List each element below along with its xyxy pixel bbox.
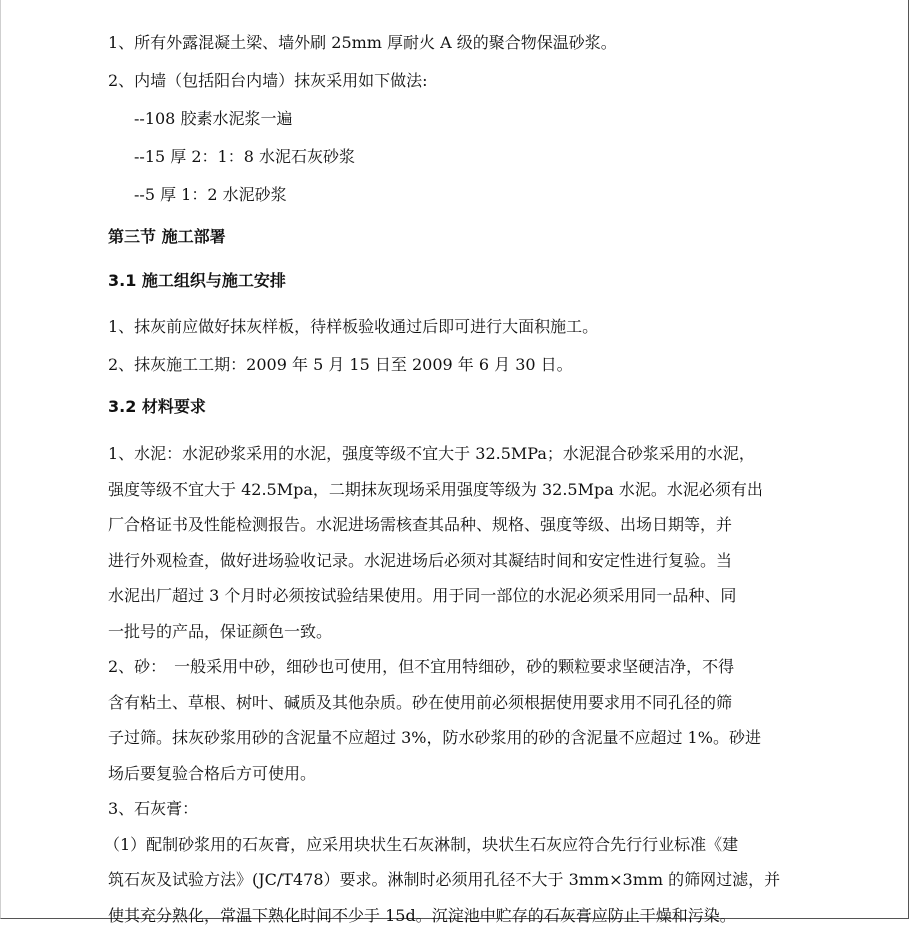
paragraph-line: 一批号的产品，保证颜色一致。	[108, 614, 826, 650]
paragraph-line: 使其充分熟化，常温下熟化时间不少于 15d。沉淀池中贮存的石灰膏应防止干燥和污染。	[108, 898, 826, 933]
plaster-step-1: --108 胶素水泥浆一遍	[108, 100, 826, 138]
lime-title: 3、石灰膏：	[108, 791, 826, 827]
paragraph-line: 水泥出厂超过 3 个月时必须按试验结果使用。用于同一部位的水泥必须采用同一品种、同	[108, 578, 826, 614]
paragraph-line: 子过筛。抹灰砂浆用砂的含泥量不应超过 3%，防水砂浆用的砂的含泥量不应超过 1%。砂进	[108, 720, 826, 756]
paragraph-line: 厂合格证书及性能检测报告。水泥进场需核查其品种、规格、强度等级、出场日期等，并	[108, 507, 826, 543]
lime-heading-paragraph	[108, 791, 826, 827]
sand-paragraph	[108, 649, 826, 791]
schedule-item-1: 1、抹灰前应做好抹灰样板，待样板验收通过后即可进行大面积施工。	[108, 308, 826, 346]
paragraph-line: 1、水泥：水泥砂浆采用的水泥，强度等级不宜大于 32.5MPa；水泥混合砂浆采用的水泥，	[108, 436, 826, 472]
lime-paragraph	[104, 827, 826, 933]
cement-paragraph	[108, 436, 826, 649]
document-body	[108, 24, 826, 933]
intro-item-1: 1、所有外露混凝土梁、墙外刷 25mm 厚耐火 A 级的聚合物保温砂浆。	[108, 24, 826, 62]
plaster-step-2: --15 厚 2：1：8 水泥石灰砂浆	[108, 138, 826, 176]
intro-item-2: 2、内墙（包括阳台内墙）抹灰采用如下做法:	[108, 62, 826, 100]
plaster-step-3: --5 厚 1：2 水泥砂浆	[108, 176, 826, 214]
paragraph-line: 强度等级不宜大于 42.5Mpa，二期抹灰现场采用强度等级为 32.5Mpa 水泥。水泥必须有出	[108, 472, 826, 508]
paragraph-line: 进行外观检查，做好进场验收记录。水泥进场后必须对其凝结时间和安定性进行复验。当	[108, 543, 826, 579]
paragraph-line: （1）配制砂浆用的石灰膏，应采用块状生石灰淋制，块状生石灰应符合先行行业标准《建	[104, 827, 826, 863]
subsection-3-1-title: 3.1 施工组织与施工安排	[108, 262, 826, 300]
schedule-item-2: 2、抹灰施工工期：2009 年 5 月 15 日至 2009 年 6 月 30 日。	[108, 346, 826, 384]
paragraph-line: 含有粘土、草根、树叶、碱质及其他杂质。砂在使用前必须根据使用要求用不同孔径的筛	[108, 685, 826, 721]
paragraph-line: 2、砂： 一般采用中砂，细砂也可使用，但不宜用特细砂，砂的颗粒要求坚硬洁净，不得	[108, 649, 826, 685]
section-title: 第三节 施工部署	[108, 218, 826, 256]
subsection-3-2-title: 3.2 材料要求	[108, 388, 826, 426]
paragraph-line: 筑石灰及试验方法》(JC/T478）要求。淋制时必须用孔径不大于 3mm×3mm 的筛网过滤，并	[108, 862, 826, 898]
paragraph-line: 场后要复验合格后方可使用。	[108, 756, 826, 792]
